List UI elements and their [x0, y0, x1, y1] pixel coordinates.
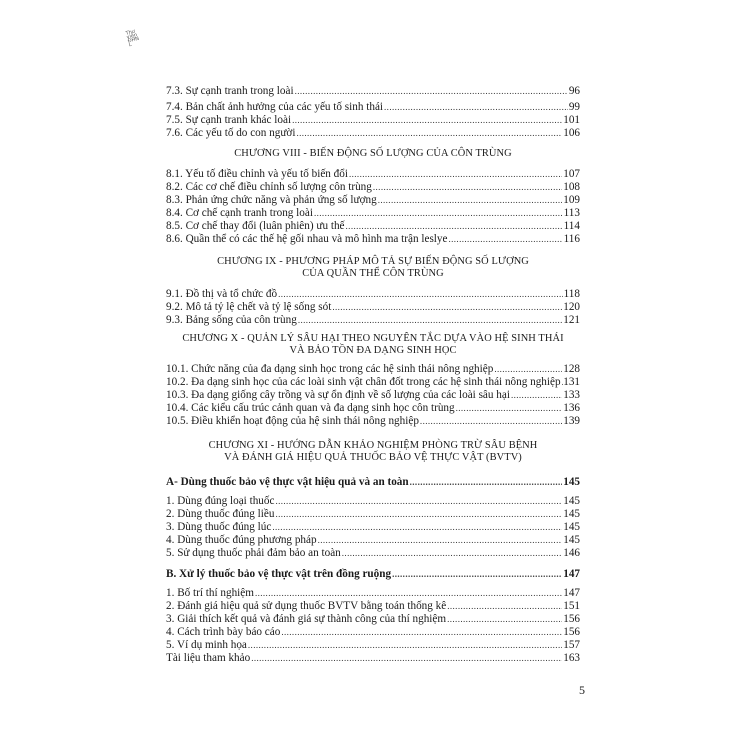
- toc-entry[interactable]: [166, 389, 580, 402]
- toc-entry[interactable]: [166, 508, 580, 521]
- entry-label: 10.2. Đa dạng sinh học của các loài sinh vật chân đốt trong các hệ sinh thái nông nghiệp: [166, 376, 561, 388]
- leader-dots: [251, 652, 562, 665]
- toc-section-heading-a[interactable]: [166, 476, 580, 489]
- toc-entry[interactable]: [166, 85, 580, 98]
- toc-entry[interactable]: [166, 376, 580, 389]
- entry-label: 1. Bố trí thí nghiệm: [166, 587, 254, 599]
- entry-page: 156: [563, 626, 580, 638]
- toc-entry[interactable]: [166, 233, 580, 246]
- entry-label: 7.5. Sự cạnh tranh khác loài: [166, 114, 292, 126]
- entry-label: 8.1. Yếu tố điều chỉnh và yếu tố biến đổi: [166, 168, 348, 180]
- leader-dots: [298, 314, 562, 327]
- entry-label: 10.3. Đa dạng giống cây trồng và sự ổn định về số lượng của các loài sâu hại: [166, 389, 510, 401]
- entry-label: 2. Đánh giá hiệu quả sử dụng thuốc BVTV bằng toán thống kê: [166, 600, 447, 612]
- toc-entry[interactable]: [166, 521, 580, 534]
- entry-page: 145: [563, 476, 580, 488]
- entry-page: 106: [563, 127, 580, 139]
- toc-entry[interactable]: [166, 288, 580, 301]
- page-number: 5: [579, 683, 585, 697]
- leader-dots: [332, 301, 562, 314]
- leader-dots: [314, 207, 563, 220]
- entry-page: 156: [563, 613, 580, 625]
- entry-label: 3. Dùng thuốc đúng lúc: [166, 521, 272, 533]
- entry-label: 8.3. Phản ứng chức năng và phản ứng số lượng: [166, 194, 377, 206]
- entry-label: 10.1. Chức năng của đa dạng sinh học trong các hệ sinh thái nông nghiệp: [166, 363, 494, 375]
- toc-entry[interactable]: [166, 101, 580, 114]
- leader-dots: [392, 568, 562, 581]
- entry-label: 9.3. Bảng sống của côn trùng: [166, 314, 297, 326]
- toc-entry[interactable]: [166, 587, 580, 600]
- toc-entry[interactable]: [166, 534, 580, 547]
- leader-dots: [373, 181, 562, 194]
- toc-entry[interactable]: [166, 613, 580, 626]
- leader-dots: [378, 194, 563, 207]
- entry-page: 113: [563, 207, 580, 219]
- toc-entry[interactable]: [166, 181, 580, 194]
- entry-page: 145: [563, 534, 580, 546]
- leader-dots: [292, 114, 562, 127]
- chapter-title-line: VÀ BẢO TỒN ĐA DẠNG SINH HỌC: [289, 345, 457, 356]
- entry-page: 128: [563, 363, 580, 375]
- toc-entry[interactable]: [166, 639, 580, 652]
- leader-dots: [511, 389, 562, 402]
- entry-label: 3. Giải thích kết quả và đánh giá sự thành công của thí nghiệm: [166, 613, 447, 625]
- entry-page: 145: [563, 495, 580, 507]
- entry-page: 120: [563, 301, 580, 313]
- leader-dots: [410, 476, 563, 489]
- leader-dots: [318, 534, 563, 547]
- leader-dots: [447, 613, 562, 626]
- chapter-title-line: CHƯƠNG VIII - BIẾN ĐỘNG SỐ LƯỢNG CỦA CÔN TRÙNG: [234, 148, 512, 159]
- chapter-heading-9: [166, 256, 580, 280]
- entry-page: 136: [563, 402, 580, 414]
- entry-page: 109: [563, 194, 580, 206]
- chapter-title-line: CHƯƠNG IX - PHƯƠNG PHÁP MÔ TẢ SỰ BIẾN ĐỘNG SỐ LƯỢNG: [217, 256, 529, 267]
- entry-label: 9.1. Đồ thị và tổ chức đồ: [166, 288, 278, 300]
- chapter-title-line: CỦA QUẦN THỂ CÔN TRÙNG: [302, 268, 444, 279]
- entry-label: 10.5. Điều khiển hoạt động của hệ sinh thái nông nghiệp: [166, 415, 419, 427]
- toc-entry[interactable]: [166, 127, 580, 140]
- table-of-contents: [166, 85, 580, 665]
- entries-section-b: [166, 587, 580, 665]
- toc-entry[interactable]: [166, 207, 580, 220]
- toc-entry[interactable]: [166, 114, 580, 127]
- entry-label: 8.4. Cơ chế cạnh tranh trong loài: [166, 207, 313, 219]
- leader-dots: [494, 363, 562, 376]
- entry-label: 4. Dùng thuốc đúng phương pháp: [166, 534, 317, 546]
- leader-dots: [295, 85, 568, 98]
- leader-dots: [448, 233, 562, 246]
- entry-page: 107: [563, 168, 580, 180]
- entry-label: 7.4. Bản chất ảnh hưởng của các yếu tố sinh thái: [166, 101, 384, 113]
- entry-page: 101: [563, 114, 580, 126]
- toc-entry[interactable]: [166, 600, 580, 613]
- entries-chapter-7: [166, 85, 580, 140]
- leader-dots: [248, 639, 562, 652]
- chapter-heading-10: [166, 333, 580, 357]
- entry-label: A- Dùng thuốc bảo vệ thực vật hiệu quả và an toàn: [166, 476, 409, 488]
- toc-entry[interactable]: [166, 194, 580, 207]
- entry-page: 118: [563, 288, 580, 300]
- entries-section-a: [166, 495, 580, 560]
- entry-page: 157: [563, 639, 580, 651]
- entry-page: 146: [563, 547, 580, 559]
- toc-entry[interactable]: [166, 301, 580, 314]
- entry-label: 10.4. Các kiểu cấu trúc cảnh quan và đa dạng sinh học côn trùng: [166, 402, 455, 414]
- entry-label: B. Xử lý thuốc bảo vệ thực vật trên đồng ruộng: [166, 568, 392, 580]
- entry-page: 99: [568, 101, 580, 113]
- entry-label: 7.3. Sự cạnh tranh trong loài: [166, 85, 294, 97]
- entry-label: 9.2. Mô tả tỷ lệ chết và tỷ lệ sống sót: [166, 301, 332, 313]
- leader-dots: [384, 101, 568, 114]
- leader-dots: [275, 495, 562, 508]
- entry-page: 145: [563, 508, 580, 520]
- leader-dots: [281, 626, 562, 639]
- chapter-title-line: CHƯƠNG XI - HƯỚNG DẪN KHẢO NGHIỆM PHÒNG TRỪ SÂU BỆNH: [208, 440, 538, 451]
- entry-label: 7.6. Các yếu tố do con người: [166, 127, 296, 139]
- toc-entry[interactable]: [166, 415, 580, 428]
- leader-dots: [275, 508, 562, 521]
- leader-dots: [255, 587, 562, 600]
- entry-label: 8.6. Quần thể có các thế hệ gối nhau và mô hình ma trận leslye: [166, 233, 448, 245]
- entry-page: 133: [563, 389, 580, 401]
- chapter-heading-11: [166, 440, 580, 464]
- entry-page: 116: [563, 233, 580, 245]
- toc-entry[interactable]: [166, 626, 580, 639]
- leader-dots: [456, 402, 563, 415]
- chapter-title-line: VÀ ĐÁNH GIÁ HIỆU QUẢ THUỐC BẢO VỆ THỰC VẬT (BVTV): [224, 452, 522, 463]
- leader-dots: [420, 415, 562, 428]
- toc-entry[interactable]: [166, 363, 580, 376]
- entry-page: 151: [563, 600, 580, 612]
- entry-label: 1. Dùng đúng loại thuốc: [166, 495, 275, 507]
- entries-chapter-9: [166, 288, 580, 327]
- library-stamp: Thư viện ĐHNL: [125, 28, 140, 49]
- entry-page: 108: [563, 181, 580, 193]
- entry-label: 5. Sử dụng thuốc phải đảm bảo an toàn: [166, 547, 341, 559]
- toc-entry[interactable]: [166, 314, 580, 327]
- toc-entry[interactable]: [166, 402, 580, 415]
- toc-entry[interactable]: [166, 495, 580, 508]
- entries-chapter-8: [166, 168, 580, 246]
- toc-entry[interactable]: [166, 168, 580, 181]
- entry-label: 4. Cách trình bày báo cáo: [166, 626, 281, 638]
- entry-page: 147: [563, 587, 580, 599]
- entry-label: Tài liệu tham khảo: [166, 652, 251, 664]
- entry-page: 131: [563, 376, 580, 388]
- entry-label: 8.5. Cơ chế thay đổi (luân phiên) ưu thế: [166, 220, 345, 232]
- chapter-title-line: CHƯƠNG X - QUẢN LÝ SÂU HẠI THEO NGUYÊN TẮC DỰA VÀO HỆ SINH THÁI: [182, 333, 564, 344]
- entry-label: 8.2. Các cơ chế điều chỉnh số lượng côn trùng: [166, 181, 372, 193]
- entry-page: 139: [563, 415, 580, 427]
- leader-dots: [342, 547, 562, 560]
- toc-entry[interactable]: [166, 547, 580, 560]
- toc-entry[interactable]: [166, 220, 580, 233]
- leader-dots: [346, 220, 563, 233]
- entry-page: 114: [563, 220, 580, 232]
- toc-entry-references[interactable]: [166, 652, 580, 665]
- entry-page: 121: [563, 314, 580, 326]
- entry-page: 147: [563, 568, 580, 580]
- entry-page: 145: [563, 521, 580, 533]
- chapter-heading-8: [166, 148, 580, 160]
- entry-label: 2. Dùng thuốc đúng liều: [166, 508, 275, 520]
- leader-dots: [296, 127, 562, 140]
- entry-page: 96: [568, 85, 580, 97]
- leader-dots: [447, 600, 562, 613]
- entry-page: 163: [563, 652, 580, 664]
- leader-dots: [278, 288, 563, 301]
- entry-label: 5. Ví dụ minh họa: [166, 639, 247, 651]
- leader-dots: [272, 521, 562, 534]
- entries-chapter-10: [166, 363, 580, 428]
- leader-dots: [349, 168, 562, 181]
- toc-section-heading-b[interactable]: [166, 568, 580, 581]
